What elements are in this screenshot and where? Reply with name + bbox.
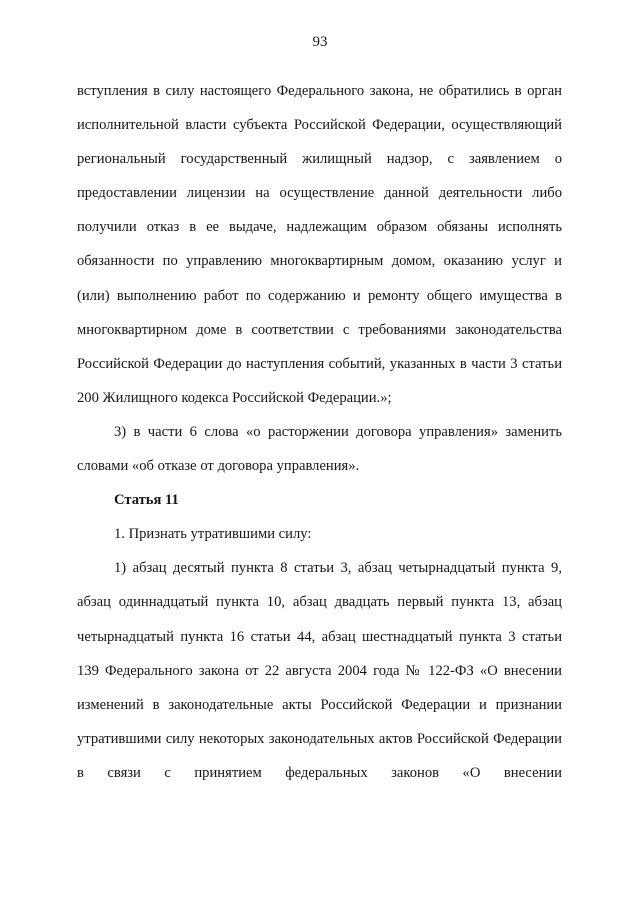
document-body — [77, 74, 562, 790]
paragraph-point-1: 1. Признать утратившими силу: — [114, 526, 312, 543]
paragraph-item-3: 3) в части 6 слова «о расторжении договора управления» заменить словами «об отказе от договора управления». — [77, 423, 562, 475]
page-number: 93 — [312, 34, 328, 50]
paragraph-subitem-1: 1) абзац десятый пункта 8 статьи 3, абзац четырнадцатый пункта 9, абзац одиннадцатый пункта 10, абзац двадцать первый пункта 13, абзац четырнадцатый пункта 16 статьи 44, абзац шестнадцатый пункта 3 статьи 139 Федерального закона от 22 августа 2004 года № 122-ФЗ «О внесении изменений в законодательные акты Российской Федерации и признании утратившими силу некоторых законодательных актов Российской Федерации в связи с принятием федеральных законов «О внесении — [77, 560, 562, 781]
article-heading: Статья 11 — [114, 492, 179, 509]
paragraph-continuation: вступления в силу настоящего Федерального закона, не обратились в орган исполнительной власти субъекта Российской Федерации, осуществляющий региональный государственный жилищный надзор, с заявлением о предоставлении лицензии на осуществление данной деятельности либо получили отказ в ее выдаче, надлежащим образом обязаны исполнять обязанности по управлению многоквартирным домом, оказанию услуг и (или) выполнению работ по содержанию и ремонту общего имущества в многоквартирном доме в соответствии с требованиями законодательства Российской Федерации до наступления событий, указанных в части 3 статьи 200 Жилищного кодекса Российской Федерации.»; — [77, 83, 562, 406]
